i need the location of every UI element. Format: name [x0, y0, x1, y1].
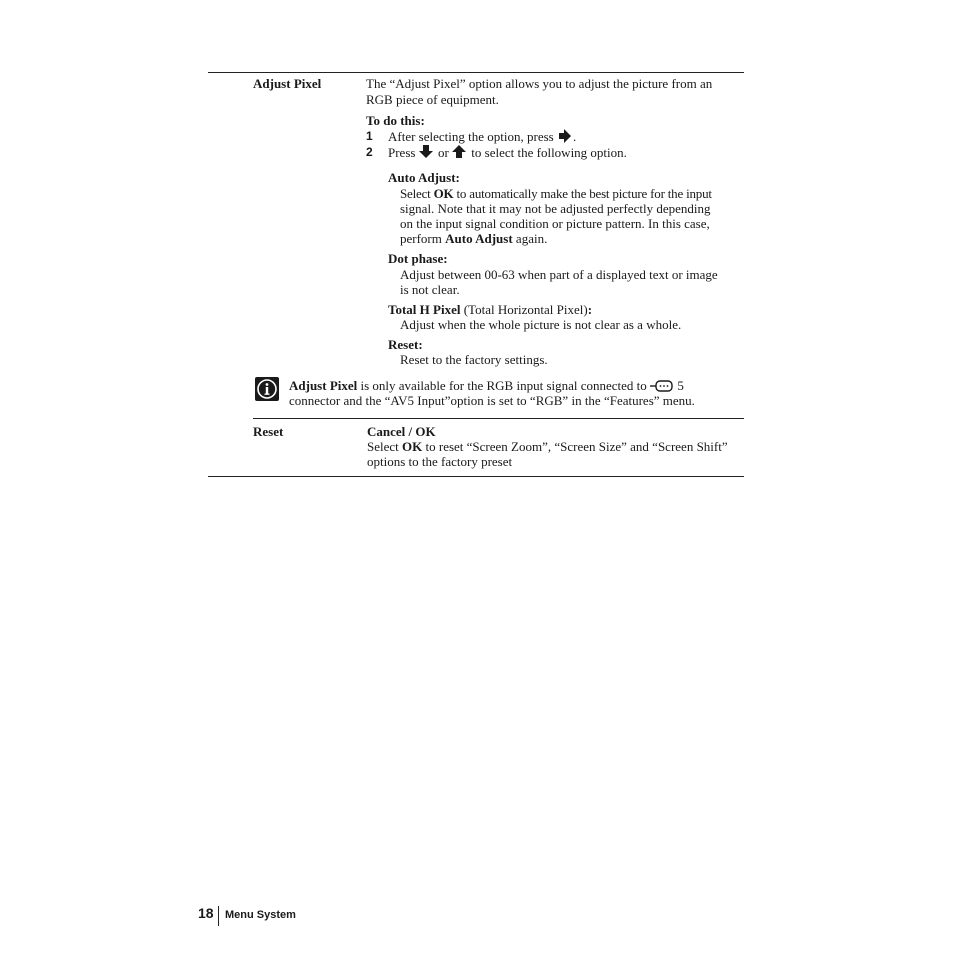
- step-1-pre: After selecting the option, press: [388, 129, 554, 144]
- auto-adjust-line2: signal. Note that it may not be adjusted perfectly depending: [400, 201, 711, 216]
- step-1-post: .: [572, 129, 577, 144]
- step-2-pre: Press: [388, 145, 416, 160]
- step-2-post: to select the following option.: [471, 145, 627, 160]
- section-name: Menu System: [225, 909, 296, 921]
- step-1-text: [388, 129, 576, 146]
- reset-title: Cancel / OK: [367, 424, 436, 439]
- step-2-mid: or: [437, 145, 449, 160]
- reset-section-rule: [253, 418, 744, 419]
- note-line2: connector and the “AV5 Input”option is set to “RGB” in the “Features” menu.: [289, 393, 695, 408]
- auto-adjust-title: Auto Adjust:: [388, 170, 460, 185]
- reset-option-title: Reset:: [388, 337, 423, 352]
- total-h-pixel-line1: Adjust when the whole picture is not clear as a whole.: [400, 317, 682, 332]
- reset-label: Reset: [253, 424, 284, 439]
- note-l1b: is only available for the RGB input signal connected to: [357, 378, 647, 393]
- reset-option-line1: Reset to the factory settings.: [400, 352, 548, 367]
- dot-phase-title: Dot phase:: [388, 251, 448, 266]
- auto-adjust-line4: [400, 231, 547, 246]
- auto-adjust-line3: on the input signal condition or picture pattern. In this case,: [400, 216, 710, 231]
- auto-adjust-l1a: Select: [400, 186, 434, 201]
- top-rule: [208, 72, 744, 73]
- adjust-pixel-desc-line2: RGB piece of equipment.: [366, 92, 499, 107]
- total-h-pixel-colon: :: [587, 302, 593, 317]
- reset-l1a: Select: [367, 439, 403, 454]
- reset-ok: OK: [402, 439, 423, 454]
- note-bold: Adjust Pixel: [289, 378, 358, 393]
- note-l1c: 5: [674, 378, 684, 393]
- auto-adjust-bold: Auto Adjust: [445, 231, 513, 246]
- info-icon: [255, 377, 279, 401]
- page-separator: [218, 906, 219, 926]
- arrow-up-icon: [452, 145, 468, 162]
- auto-adjust-l1c: to automatically make the best picture for the input: [453, 186, 712, 201]
- total-h-pixel-paren: (Total Horizontal Pixel): [460, 302, 588, 317]
- total-h-pixel-title-row: [388, 302, 592, 317]
- step-number-1: 1: [366, 129, 373, 143]
- adjust-pixel-label: Adjust Pixel: [253, 76, 322, 91]
- reset-desc-line2: options to the factory preset: [367, 454, 513, 469]
- auto-adjust-l4c: again.: [512, 231, 548, 246]
- to-do-this-heading: To do this:: [366, 113, 425, 128]
- dot-phase-line2: is not clear.: [400, 282, 460, 297]
- reset-desc-line1: [367, 439, 728, 454]
- arrow-down-icon: [419, 145, 435, 162]
- reset-l1c: to reset “Screen Zoom”, “Screen Size” and “Screen Shift”: [422, 439, 728, 454]
- step-number-2: 2: [366, 145, 373, 159]
- auto-adjust-l4a: perform: [400, 231, 446, 246]
- total-h-pixel-title: Total H Pixel: [388, 302, 461, 317]
- step-2-text: [388, 145, 627, 162]
- auto-adjust-line1: [400, 186, 712, 201]
- page-number: 18: [198, 905, 214, 921]
- dot-phase-line1: Adjust between 00-63 when part of a displayed text or image: [400, 267, 718, 282]
- arrow-right-icon: [557, 129, 573, 146]
- auto-adjust-ok: OK: [433, 186, 454, 201]
- adjust-pixel-desc-line1: The “Adjust Pixel” option allows you to adjust the picture from an: [366, 76, 713, 91]
- bottom-rule: [208, 476, 744, 477]
